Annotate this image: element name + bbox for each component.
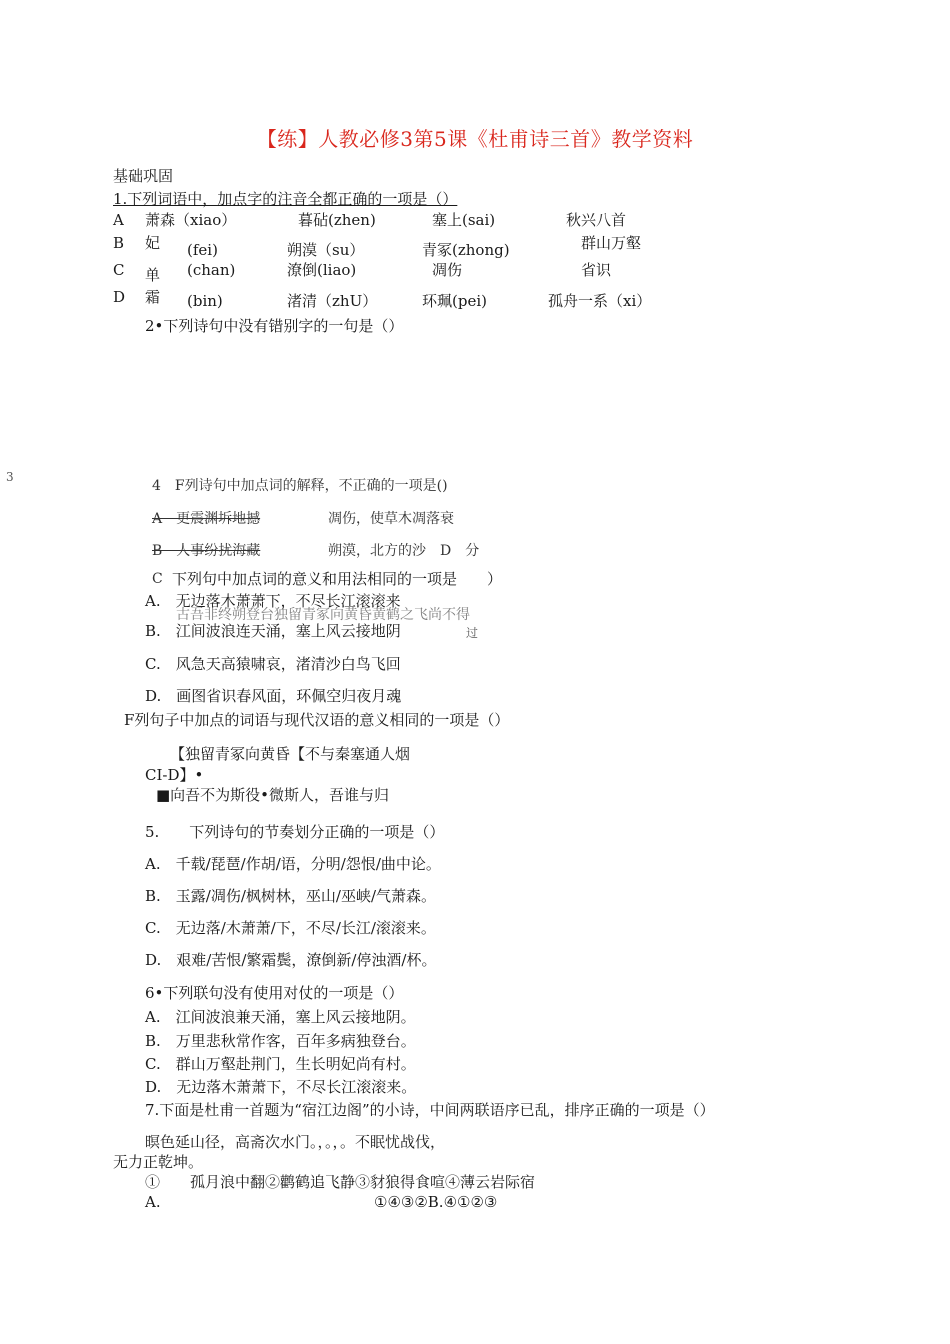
garbled-overlap: 古吾非终朔登台独留青冢向黄昏黄鹤之飞尚不得 — [176, 607, 470, 623]
q3-option-c: C. 风急天高猿啸哀，渚清沙白鸟飞回 — [145, 655, 401, 673]
q1-d-item5: 孤舟一系（xi） — [548, 292, 652, 310]
q1-a-item1: 萧森（xiao） — [145, 211, 237, 229]
q1-d-item2: (bin) — [187, 292, 223, 310]
q7-stem: 7.下面是杜甫一首题为“宿江边阁”的小诗，中间两联语序已乱，排序正确的一项是（） — [145, 1101, 715, 1119]
q1-option-label-d: D — [113, 288, 126, 306]
q1-c-item2: (chan) — [187, 261, 236, 279]
q1-stem: 1.下列词语中，加点字的注音全都正确的一项是（） — [113, 190, 458, 208]
q1-c-item5: 省识 — [581, 261, 612, 279]
garbled-line-4a: C — [152, 571, 163, 587]
q1-a-item3: 塞上(sai) — [432, 211, 496, 229]
page-title: 【练】人教必修3第5课《杜甫诗三首》教学资料 — [256, 127, 694, 151]
q1-d-item1: 霜 — [145, 288, 161, 306]
q1-option-label-b: B — [113, 234, 125, 252]
garbled-line-3a: B 人事纷扰海藏 — [152, 543, 261, 559]
q3-option-a: A. 无边落木萧萧下，不尽长江滚滚来 — [145, 592, 401, 610]
q1-b-item2: (fei) — [187, 241, 218, 259]
q2-stem: 2•下列诗句中没有错别字的一句是（） — [145, 317, 404, 335]
q5-option-c: C. 无边落/木萧萧/下，不尽/长江/滚滚来。 — [145, 919, 436, 937]
q5-option-b: B. 玉露/凋伤/枫树林，巫山/巫峡/气萧森。 — [145, 887, 437, 905]
q6-option-c: C. 群山万壑赴荆门，生长明妃尚有村。 — [145, 1055, 416, 1073]
q6-stem: 6•下列联句没有使用对仗的一项是（） — [145, 984, 404, 1002]
garbled-line-3b: 朔漠，北方的沙 D 分 — [328, 543, 480, 559]
q1-option-label-c: C — [113, 261, 125, 279]
q3-option-b: B. 江间波浪连天涌，塞上风云接地阴 — [145, 622, 401, 640]
q7-option-label-a: A. — [145, 1193, 161, 1211]
q7-options: ①④③②B.④①②③ — [374, 1193, 498, 1211]
q1-d-item4: 环珮(pei) — [422, 292, 487, 310]
garbled-overlap-2: 过 — [466, 626, 479, 640]
q1-a-item2: 暮砧(zhen) — [298, 211, 376, 229]
q1-c-item4: 凋伤 — [432, 261, 463, 279]
q7-line-1: 暝色延山径，高斋次水门。，。，。不眠忧战伐， — [145, 1133, 446, 1151]
q5-stem: 5. 下列诗句的节奏划分正确的一项是（） — [145, 823, 445, 841]
q3-option-d: D. 画图省识春风面，环佩空归夜月魂 — [145, 687, 402, 705]
q6-option-b: B. 万里悲秋常作客，百年多病独登台。 — [145, 1032, 416, 1050]
q1-d-item3: 渚清（zhU） — [287, 292, 378, 310]
q1-b-item1: 妃 — [145, 234, 161, 252]
garbled-line-2a: A 更震渊坼地撼 — [152, 511, 261, 527]
garbled-line-1: 4 F列诗句中加点词的解释，不正确的一项是() — [152, 478, 448, 494]
margin-mark: 3 — [6, 470, 14, 484]
q7-line-2: 无力正乾坤。 — [113, 1153, 204, 1171]
q5-option-d: D. 艰难/苦恨/繁霜鬓，潦倒新/停浊酒/杯。 — [145, 951, 437, 969]
q6-option-a: A. 江间波浪兼天涌，塞上风云接地阴。 — [145, 1008, 416, 1026]
q1-b-item5: 群山万壑 — [581, 234, 642, 252]
garbled-line-2b: 凋伤，使草木凋落衰 — [328, 511, 454, 527]
q6-option-d: D. 无边落木萧萧下，不尽长江滚滚来。 — [145, 1078, 417, 1096]
q4-line-3: ■向吾不为斯役•微斯人，吾谁与归 — [156, 786, 390, 804]
q4-stem: F列句子中加点的词语与现代汉语的意义相同的一项是（） — [124, 711, 510, 729]
q3-stem: 下列句中加点词的意义和用法相同的一项是 ） — [172, 570, 503, 588]
q1-b-item3: 朔漠（su） — [287, 241, 365, 259]
q1-a-item4: 秋兴八首 — [566, 211, 627, 229]
q7-line-3: ① 孤月浪中翻②鹳鹤追飞静③豺狼得食喧④薄云岩际宿 — [145, 1173, 536, 1191]
q1-c-item3: 潦倒(liao) — [287, 261, 357, 279]
q4-line-2: CI-D】• — [145, 766, 204, 784]
q5-option-a: A. 千载/琵琶/作胡/语，分明/怨恨/曲中论。 — [145, 855, 441, 873]
q1-option-label-a: A — [113, 211, 124, 229]
q4-line-1: 【独留青冢向黄昏【不与秦塞通人烟 — [170, 745, 411, 763]
section-heading: 基础巩固 — [113, 167, 174, 185]
q1-b-item4: 青冢(zhong) — [422, 241, 510, 259]
q1-c-item1: 单 — [145, 266, 161, 284]
